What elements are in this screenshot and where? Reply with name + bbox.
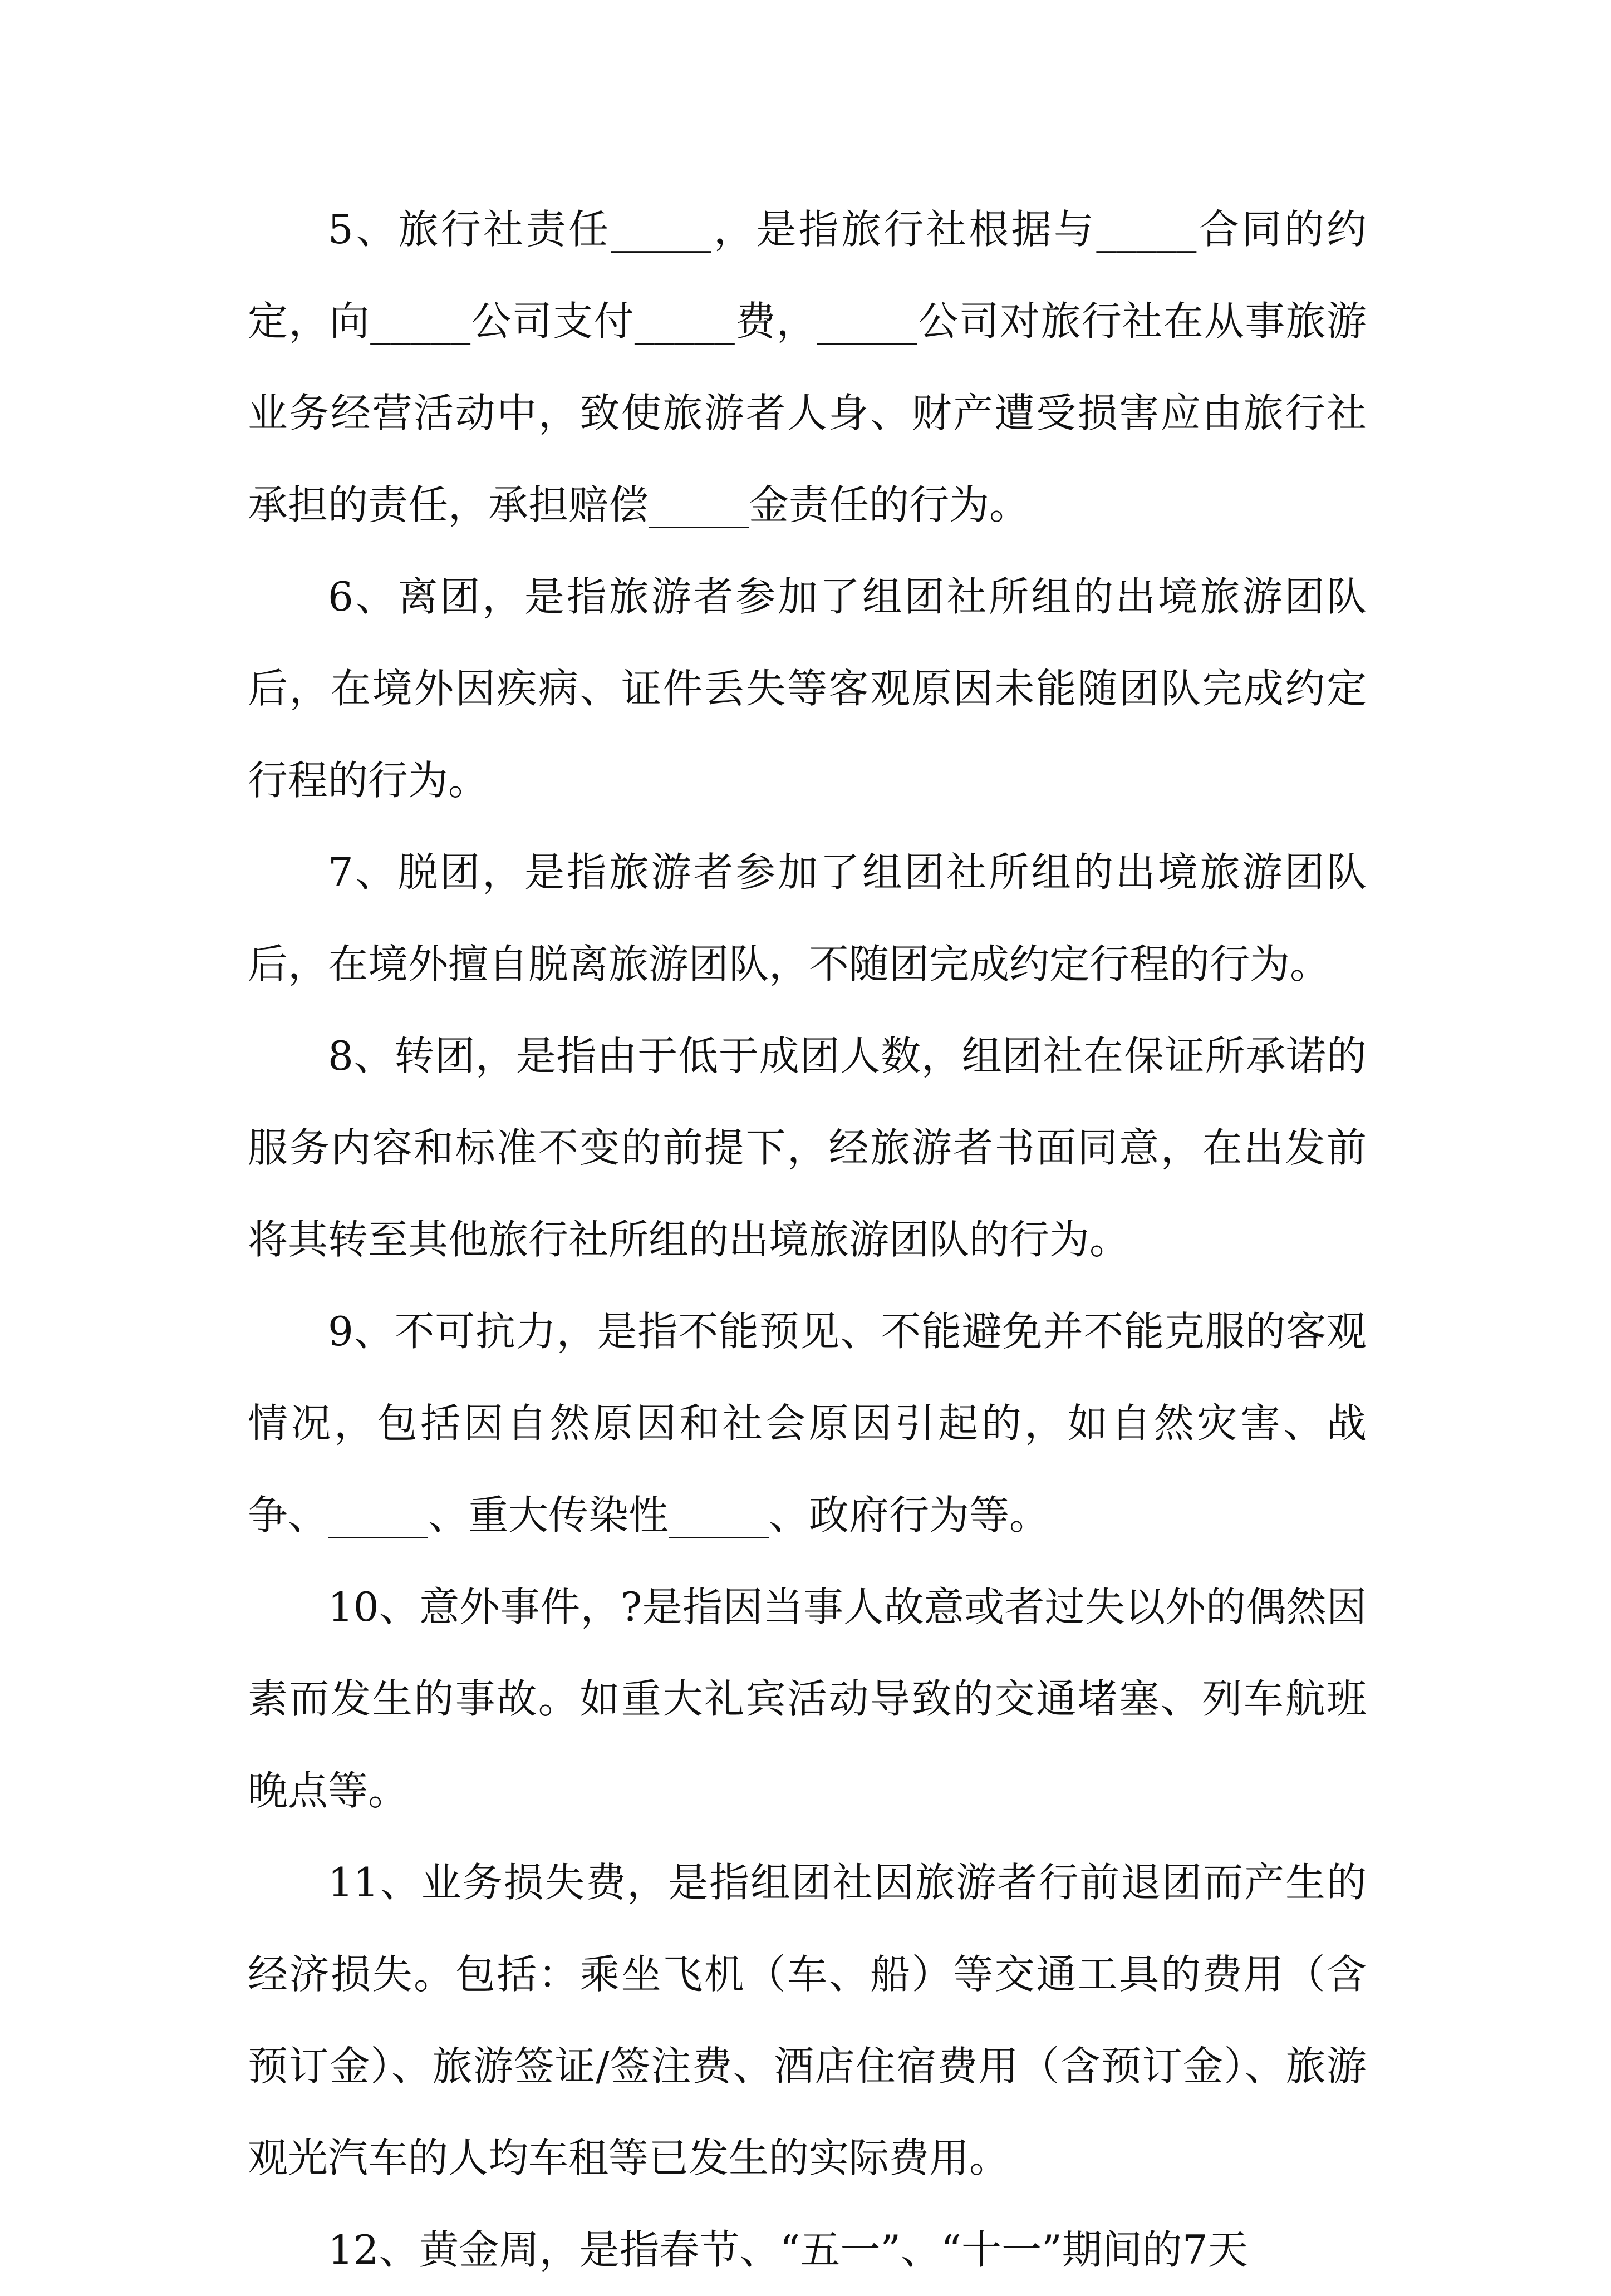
- paragraph-11-business-loss-fee: 11、业务损失费，是指组团社因旅游者行前退团而产生的经济损失。包括：乘坐飞机（车、船）等交通工具的费用（含预订金）、旅游签证/签注费、酒店住宿费用（含预订金）、旅游观光汽车的人均车租等已发生的实际费用。: [248, 1859, 1367, 2181]
- paragraph-7-breaking-from-group: 7、脱团，是指旅游者参加了组团社所组的出境旅游团队后，在境外擅自脱离旅游团队，不随团完成约定行程的行为。: [248, 849, 1367, 987]
- paragraph-6-leaving-group: 6、离团，是指旅游者参加了组团社所组的出境旅游团队后，在境外因疾病、证件丢失等客观原因未能随团队完成约定行程的行为。: [248, 573, 1367, 804]
- paragraph-10-accident: 10、意外事件，?是指因当事人故意或者过失以外的偶然因素而发生的事故。如重大礼宾活动导致的交通堵塞、列车航班晚点等。: [248, 1584, 1367, 1814]
- paragraph-5-travel-agency-liability: 5、旅行社责任_____，是指旅行社根据与_____合同的约定，向_____公司支付_____费，_____公司对旅行社在从事旅游业务经营活动中，致使旅游者人身、财产遭受损害应由旅行社承担的责任，承担赔偿_____金责任的行为。: [248, 206, 1367, 528]
- paragraph-12-golden-week: 12、黄金周，是指春节、“五一”、“十一”期间的7天: [328, 2226, 1248, 2273]
- paragraph-9-force-majeure: 9、不可抗力，是指不能预见、不能避免并不能克服的客观情况，包括因自然原因和社会原因引起的，如自然灾害、战争、_____、重大传染性_____、政府行为等。: [248, 1308, 1367, 1538]
- paragraph-8-group-transfer: 8、转团，是指由于低于成团人数，组团社在保证所承诺的服务内容和标准不变的前提下，经旅游者书面同意，在出发前将其转至其他旅行社所组的出境旅游团队的行为。: [248, 1033, 1367, 1263]
- document-body: [248, 184, 1367, 2296]
